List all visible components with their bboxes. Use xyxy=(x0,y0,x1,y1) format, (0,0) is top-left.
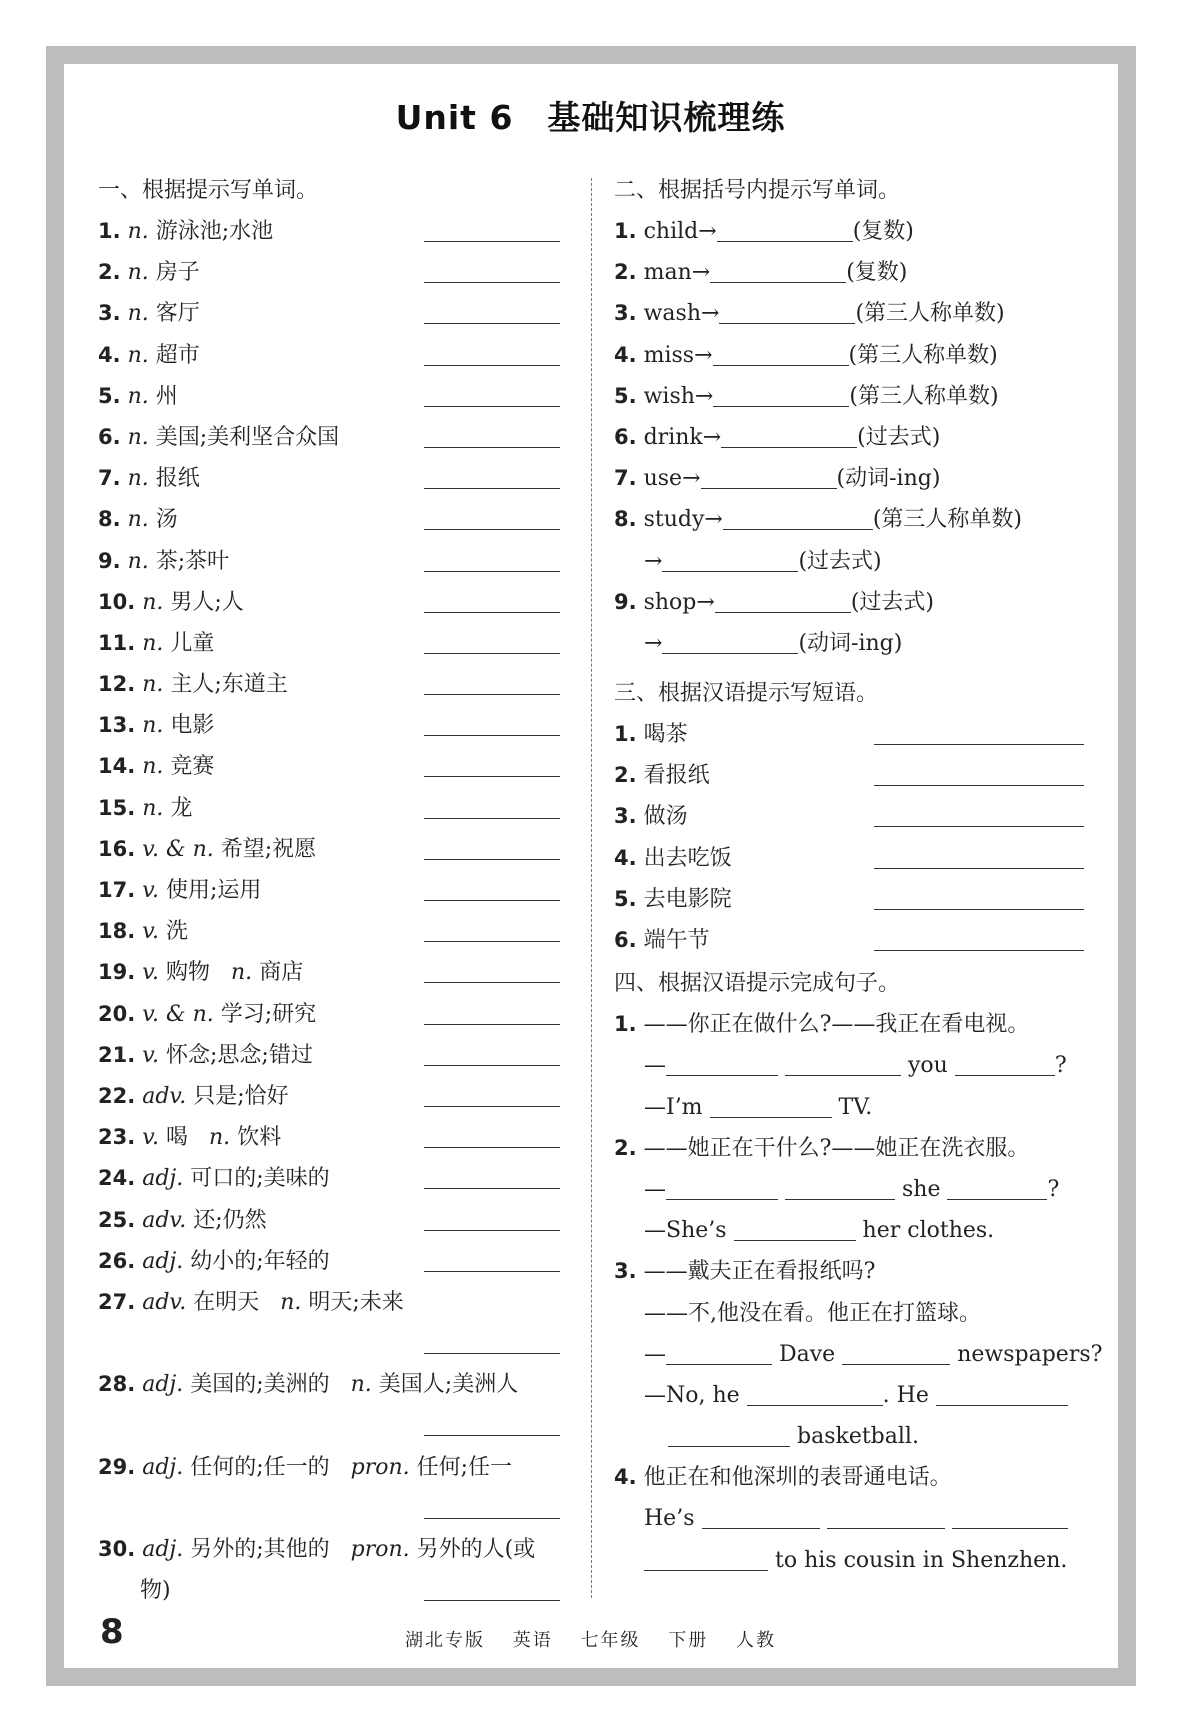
item-number: 6. xyxy=(98,424,121,449)
part-of-speech: adv. xyxy=(142,1207,187,1233)
answer-blank[interactable] xyxy=(424,282,560,283)
answer-blank[interactable] xyxy=(713,380,849,407)
answer-blank[interactable] xyxy=(662,627,798,654)
answer-blank[interactable] xyxy=(424,1435,560,1436)
item-hint: 在明天 xyxy=(193,1289,260,1315)
item-hint: 美国;美利坚合众国 xyxy=(155,424,340,450)
section-1-item-answer-line xyxy=(98,1405,568,1446)
item-hint: 使用;运用 xyxy=(166,878,262,903)
answer-blank[interactable] xyxy=(424,694,560,695)
part-of-speech: n. xyxy=(142,713,164,739)
item-number: 8. xyxy=(98,507,121,532)
form-hint: (过去式) xyxy=(857,424,941,450)
item-number: 3. xyxy=(98,301,121,326)
section-3-item xyxy=(614,838,1084,879)
item-hint: 美国的;美洲的 xyxy=(190,1372,330,1398)
answer-blank[interactable] xyxy=(424,488,560,489)
section-2-item xyxy=(614,211,1084,252)
section-1-item xyxy=(98,623,568,664)
answer-blank[interactable] xyxy=(424,653,560,654)
item-hint: 商店 xyxy=(259,960,304,986)
answer-blank[interactable] xyxy=(424,982,560,983)
answer-blank[interactable] xyxy=(936,1379,1068,1406)
section-1-list xyxy=(98,211,568,1611)
item-number: 16. xyxy=(98,836,136,861)
section-3-item xyxy=(614,920,1084,961)
answer-blank[interactable] xyxy=(424,365,560,366)
item-hint: 电影 xyxy=(170,713,215,739)
item-number: 6. xyxy=(614,424,637,449)
answer-blank[interactable] xyxy=(713,339,849,366)
answer-blank[interactable] xyxy=(666,1049,778,1076)
answer-blank[interactable] xyxy=(710,1091,832,1118)
section-3-item xyxy=(614,796,1084,837)
answer-blank[interactable] xyxy=(952,1502,1068,1529)
answer-blank[interactable] xyxy=(424,1271,560,1272)
item-hint: 茶;茶叶 xyxy=(155,548,230,574)
item-hint: 购物 xyxy=(166,960,211,986)
item-hint: 另外的人(或 xyxy=(416,1537,536,1562)
answer-blank[interactable] xyxy=(424,776,560,777)
item-number: 20. xyxy=(98,1001,136,1026)
section-3-item xyxy=(614,879,1084,920)
answer-blank[interactable] xyxy=(424,447,560,448)
answer-blank[interactable] xyxy=(666,1173,778,1200)
answer-blank[interactable] xyxy=(424,859,560,860)
part-of-speech: n. xyxy=(127,301,149,327)
section-1-heading: 一、根据提示写单词。 xyxy=(98,178,319,203)
form-hint: (动词-ing) xyxy=(836,466,941,492)
section-1-item xyxy=(98,1158,568,1199)
section-1-item xyxy=(98,335,568,376)
item-hint: 另外的;其他的 xyxy=(190,1537,330,1562)
item-hint: 客厅 xyxy=(155,301,200,327)
edition: 湖北专版 xyxy=(405,1630,486,1651)
section-1-item xyxy=(98,1200,568,1241)
part-of-speech: adj. xyxy=(142,1166,184,1192)
item-hint: 幼小的;年轻的 xyxy=(190,1248,330,1274)
form-hint: (第三人称单数) xyxy=(872,507,1023,533)
section-4-q1: 1. ——你正在做什么?——我正在看电视。 xyxy=(614,1012,1030,1038)
section-2-heading: 二、根据括号内提示写单词。 xyxy=(614,178,901,203)
part-of-speech: v. xyxy=(142,919,160,945)
answer-blank[interactable] xyxy=(874,826,1084,827)
part-of-speech: adj. xyxy=(142,1454,184,1480)
form-hint: (复数) xyxy=(852,219,914,244)
answer-blank[interactable] xyxy=(424,1147,560,1148)
section-1-item xyxy=(98,458,568,499)
item-hint: 任何的;任一的 xyxy=(190,1454,330,1480)
base-word: use→ xyxy=(643,466,701,492)
title-text: 基础知识梳理练 xyxy=(547,98,786,137)
section-1-item xyxy=(98,705,568,746)
item-hint: 主人;东道主 xyxy=(170,672,288,698)
part-of-speech: n. xyxy=(142,672,164,698)
section-3-item xyxy=(614,755,1084,796)
item-number: 1. xyxy=(98,219,121,243)
part-of-speech: v. xyxy=(142,878,160,903)
section-1-item xyxy=(98,376,568,417)
left-column xyxy=(98,170,568,1611)
item-number: 27. xyxy=(98,1289,136,1314)
part-of-speech: adv. xyxy=(142,1083,187,1109)
form-hint: (第三人称单数) xyxy=(849,383,999,409)
part-of-speech: adj. xyxy=(142,1372,184,1398)
part-of-speech: n. xyxy=(127,383,149,409)
part-of-speech: v. xyxy=(142,1125,160,1151)
item-hint: 端午节 xyxy=(643,928,710,953)
publication-info xyxy=(0,1626,1181,1652)
part-of-speech: n. xyxy=(127,424,149,450)
section-2-item xyxy=(614,252,1084,293)
item-hint: 竞赛 xyxy=(170,754,215,780)
item-hint: 饮料 xyxy=(237,1125,282,1151)
item-hint: 喝茶 xyxy=(643,722,688,748)
section-3-list xyxy=(614,714,1084,961)
section-1-item xyxy=(98,1076,568,1117)
page-title xyxy=(0,92,1181,139)
item-hint: 州 xyxy=(155,383,178,409)
answer-blank[interactable] xyxy=(424,1518,560,1519)
item-number: 1. xyxy=(614,722,637,747)
item-number: 8. xyxy=(614,507,637,532)
part-of-speech: n. xyxy=(127,260,149,286)
part-of-speech: v. & n. xyxy=(142,1001,214,1027)
item-number: 5. xyxy=(98,383,121,408)
item-hint: 出去吃饭 xyxy=(643,845,732,871)
answer-blank[interactable] xyxy=(424,571,560,572)
part-of-speech: n. xyxy=(350,1372,372,1398)
item-hint: 希望;祝愿 xyxy=(220,836,317,862)
section-1-item xyxy=(98,582,568,623)
part-of-speech: n. xyxy=(209,1125,231,1151)
answer-blank[interactable] xyxy=(666,1338,772,1365)
item-number: 17. xyxy=(98,878,136,902)
form-hint: (复数) xyxy=(846,260,908,286)
unit-label: Unit 6 xyxy=(395,98,514,137)
item-hint: 去电影院 xyxy=(643,886,732,912)
answer-blank[interactable] xyxy=(827,1502,945,1529)
item-number: 4. xyxy=(98,342,121,367)
item-number: 23. xyxy=(98,1125,136,1150)
section-1-item-answer-line xyxy=(98,1323,568,1364)
item-number: 14. xyxy=(98,754,136,779)
part-of-speech: pron. xyxy=(350,1454,410,1480)
answer-blank[interactable] xyxy=(424,1600,560,1601)
section-1-item xyxy=(98,994,568,1035)
section-1-item xyxy=(98,1282,568,1323)
section-4-q3-line-c: basketball. xyxy=(614,1416,1084,1457)
right-column xyxy=(614,170,1103,1581)
part-of-speech: adv. xyxy=(142,1289,187,1315)
item-hint: 物) xyxy=(140,1578,171,1604)
section-1-item xyxy=(98,952,568,993)
item-hint: 任何;任一 xyxy=(416,1454,513,1480)
section-1-item xyxy=(98,499,568,540)
section-1-item xyxy=(98,870,568,911)
section-4-q2: 2. ——她正在干什么?——她正在洗衣服。 xyxy=(614,1135,1030,1161)
section-3-heading: 三、根据汉语提示写短语。 xyxy=(614,681,879,707)
answer-blank[interactable] xyxy=(424,529,560,530)
item-hint: 学习;研究 xyxy=(220,1001,317,1027)
item-number: 12. xyxy=(98,672,136,697)
base-word: wish→ xyxy=(643,383,714,409)
item-hint: 报纸 xyxy=(155,466,200,492)
answer-blank[interactable] xyxy=(947,1173,1047,1200)
item-hint: 怀念;思念;错过 xyxy=(166,1042,313,1068)
part-of-speech: n. xyxy=(142,630,164,656)
subject: 英语 xyxy=(512,1630,553,1651)
part-of-speech: v. & n. xyxy=(142,836,214,862)
answer-blank[interactable] xyxy=(723,503,873,530)
answer-blank[interactable] xyxy=(715,586,851,613)
answer-blank[interactable] xyxy=(785,1049,901,1076)
item-number: 4. xyxy=(614,845,637,870)
term: 下册 xyxy=(668,1630,709,1651)
answer-blank[interactable] xyxy=(424,735,560,736)
page-number: 8 xyxy=(100,1612,124,1652)
section-1-item xyxy=(98,788,568,829)
column-divider xyxy=(591,178,592,1598)
publisher: 人教 xyxy=(735,1630,776,1651)
section-1-item xyxy=(98,1364,568,1405)
section-2-item xyxy=(614,499,1084,540)
item-number: 22. xyxy=(98,1083,136,1108)
section-1-item xyxy=(98,1117,568,1158)
item-number: 6. xyxy=(614,928,637,952)
item-number: 15. xyxy=(98,795,136,820)
item-number: 29. xyxy=(98,1454,136,1479)
item-number: 25. xyxy=(98,1207,136,1232)
answer-blank[interactable] xyxy=(424,1024,560,1025)
section-1-item xyxy=(98,911,568,952)
item-number: 21. xyxy=(98,1042,136,1067)
answer-blank[interactable] xyxy=(874,868,1084,869)
section-1-item xyxy=(98,293,568,334)
answer-blank[interactable] xyxy=(424,1065,560,1066)
section-1-item-answer-line xyxy=(98,1488,568,1529)
section-2-item xyxy=(614,335,1084,376)
answer-blank[interactable] xyxy=(717,215,853,242)
section-4-q3-line-a: — Dave newspapers? xyxy=(614,1334,1084,1375)
part-of-speech: adj. xyxy=(142,1248,184,1274)
section-2-item-8b: → (过去式) xyxy=(614,541,1084,582)
part-of-speech: n. xyxy=(127,507,149,533)
section-2-item xyxy=(614,376,1084,417)
section-1-item xyxy=(98,1447,568,1488)
part-of-speech: pron. xyxy=(350,1537,410,1562)
section-1-item xyxy=(98,417,568,458)
section-4-q1-line-b: —I’m TV. xyxy=(614,1087,1084,1128)
item-number: 5. xyxy=(614,383,637,408)
section-2-item-9b: → (动词-ing) xyxy=(614,623,1084,664)
part-of-speech: n. xyxy=(142,795,164,821)
answer-blank[interactable] xyxy=(734,1214,856,1241)
item-hint: 还;仍然 xyxy=(193,1207,267,1233)
item-hint: 儿童 xyxy=(170,630,215,656)
section-1-item xyxy=(98,1529,568,1570)
section-1-item xyxy=(98,746,568,787)
answer-blank[interactable] xyxy=(424,941,560,942)
section-2-item xyxy=(614,458,1084,499)
part-of-speech: n. xyxy=(127,219,149,244)
answer-blank[interactable] xyxy=(424,241,560,242)
section-1-item xyxy=(98,664,568,705)
base-word: child→ xyxy=(643,219,717,244)
section-4-q4-line-b: to his cousin in Shenzhen. xyxy=(614,1540,1084,1581)
answer-blank[interactable] xyxy=(424,900,560,901)
part-of-speech: n. xyxy=(142,589,164,615)
answer-blank[interactable] xyxy=(424,818,560,819)
base-word: miss→ xyxy=(643,342,713,368)
answer-blank[interactable] xyxy=(785,1173,895,1200)
section-4-q2-line-a: — she ? xyxy=(614,1169,1084,1210)
answer-blank[interactable] xyxy=(424,406,560,407)
section-2-item xyxy=(614,417,1084,458)
item-number: 4. xyxy=(614,342,637,367)
item-number: 1. xyxy=(614,219,637,243)
answer-blank[interactable] xyxy=(874,950,1084,951)
grade: 七年级 xyxy=(580,1630,641,1651)
item-hint: 做汤 xyxy=(643,804,688,830)
answer-blank[interactable] xyxy=(424,1106,560,1107)
answer-blank[interactable] xyxy=(644,1544,768,1571)
item-hint: 喝 xyxy=(166,1125,189,1151)
answer-blank[interactable] xyxy=(721,421,857,448)
item-hint: 看报纸 xyxy=(643,763,710,789)
part-of-speech: v. xyxy=(142,1042,160,1068)
answer-blank[interactable] xyxy=(424,323,560,324)
answer-blank[interactable] xyxy=(662,545,798,572)
item-number: 5. xyxy=(614,886,637,911)
answer-blank[interactable] xyxy=(668,1420,790,1447)
item-hint: 明天;未来 xyxy=(308,1289,404,1315)
item-number: 3. xyxy=(614,804,637,829)
form-hint: (第三人称单数) xyxy=(855,301,1005,327)
item-number: 3. xyxy=(614,301,637,326)
answer-blank[interactable] xyxy=(719,297,855,324)
base-word: man→ xyxy=(643,260,711,286)
item-hint: 超市 xyxy=(155,342,200,368)
answer-blank[interactable] xyxy=(842,1338,950,1365)
answer-blank[interactable] xyxy=(955,1049,1055,1076)
item-number: 13. xyxy=(98,713,136,738)
part-of-speech: adj. xyxy=(142,1537,184,1562)
item-number: 2. xyxy=(614,260,637,285)
answer-blank[interactable] xyxy=(874,909,1084,910)
section-1-item xyxy=(98,541,568,582)
base-word: drink→ xyxy=(643,424,722,450)
section-1-item-continued xyxy=(98,1570,568,1611)
answer-blank[interactable] xyxy=(710,256,846,283)
part-of-speech: n. xyxy=(142,754,164,780)
answer-blank[interactable] xyxy=(424,1188,560,1189)
section-2-item-9: 9. shop→ (过去式) xyxy=(614,582,1084,623)
section-1-item xyxy=(98,1241,568,1282)
part-of-speech: n. xyxy=(127,466,149,492)
answer-blank[interactable] xyxy=(747,1379,883,1406)
item-hint: 美国人;美洲人 xyxy=(378,1372,519,1398)
item-hint: 龙 xyxy=(170,795,193,821)
section-4-q1-line-a: — you ? xyxy=(614,1045,1084,1086)
section-2-item xyxy=(614,293,1084,334)
item-hint: 游泳池;水池 xyxy=(155,219,274,244)
section-3-item xyxy=(614,714,1084,755)
item-hint: 可口的;美味的 xyxy=(190,1166,330,1192)
item-number: 19. xyxy=(98,960,136,985)
item-hint: 男人;人 xyxy=(170,589,244,615)
answer-blank[interactable] xyxy=(702,1502,820,1529)
item-hint: 洗 xyxy=(166,919,189,945)
section-2-list xyxy=(614,211,1084,541)
part-of-speech: n. xyxy=(280,1289,302,1315)
answer-blank[interactable] xyxy=(424,612,560,613)
section-4-q4: 4. 他正在和他深圳的表哥通电话。 xyxy=(614,1465,952,1491)
answer-blank[interactable] xyxy=(701,462,837,489)
section-4-q3-line-2: ——不,他没在看。他正在打篮球。 xyxy=(644,1300,981,1326)
item-number: 7. xyxy=(98,466,121,491)
answer-blank[interactable] xyxy=(424,1230,560,1231)
item-number: 10. xyxy=(98,589,136,614)
item-number: 30. xyxy=(98,1537,136,1561)
item-number: 11. xyxy=(98,630,136,655)
section-4-q4-line-a: He’s xyxy=(614,1498,1084,1539)
item-hint: 汤 xyxy=(155,507,178,533)
section-4-heading: 四、根据汉语提示完成句子。 xyxy=(614,971,901,997)
form-hint: (第三人称单数) xyxy=(848,342,998,368)
section-4-q3-line-b: —No, he . He xyxy=(614,1375,1084,1416)
item-hint: 房子 xyxy=(155,260,200,286)
part-of-speech: v. xyxy=(142,960,160,986)
section-1-item xyxy=(98,829,568,870)
item-number: 28. xyxy=(98,1372,136,1397)
item-number: 7. xyxy=(614,466,637,491)
base-word: study→ xyxy=(643,507,723,533)
item-number: 2. xyxy=(614,763,637,788)
item-number: 2. xyxy=(98,260,121,285)
item-number: 24. xyxy=(98,1166,136,1191)
part-of-speech: n. xyxy=(127,548,149,574)
item-number: 18. xyxy=(98,919,136,944)
section-4-q2-line-b: —She’s her clothes. xyxy=(614,1210,1084,1251)
item-hint: 只是;恰好 xyxy=(193,1083,289,1109)
item-number: 9. xyxy=(98,548,121,573)
section-1-item xyxy=(98,1035,568,1076)
base-word: wash→ xyxy=(643,301,720,327)
answer-blank[interactable] xyxy=(874,744,1084,745)
section-1-item xyxy=(98,252,568,293)
part-of-speech: n. xyxy=(231,960,253,986)
section-4-q3: 3. ——戴夫正在看报纸吗? xyxy=(614,1259,876,1285)
item-number: 26. xyxy=(98,1248,136,1273)
section-1-item xyxy=(98,211,568,252)
part-of-speech: n. xyxy=(127,342,149,368)
answer-blank[interactable] xyxy=(874,785,1084,786)
answer-blank[interactable] xyxy=(424,1353,560,1354)
